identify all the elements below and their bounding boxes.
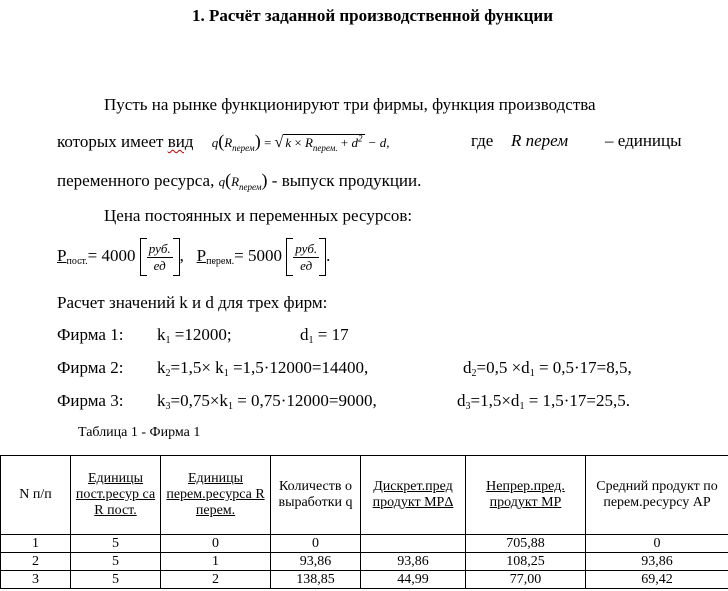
table-row: [1, 553, 728, 571]
header-cell: Единицы пост.ресур са R пост.: [71, 456, 161, 535]
para1-vid: вид: [167, 132, 194, 151]
header-cell: Непрер.пред. продукт MP: [466, 456, 586, 535]
unit-fraction-2: $\frac{\text{руб.}}{ед}$: [295, 240, 318, 273]
table-cell: 2: [1, 553, 71, 571]
bracket-left: [140, 238, 147, 276]
unit-fraction-1: $\frac{\text{руб.}}{ед}$: [148, 240, 171, 273]
firm1-k: k1 =12000;: [157, 325, 232, 346]
table-cell: 44,99: [361, 571, 466, 589]
table-cell: 93,86: [271, 553, 361, 571]
para2: Цена постоянных и переменных ресурсов:: [104, 206, 413, 225]
table-cell: 77,00: [466, 571, 586, 589]
table-cell: 5: [71, 535, 161, 553]
bracket-right: [173, 238, 180, 276]
firm1-table: [0, 455, 728, 589]
table-cell: 0: [161, 535, 271, 553]
para1-line2-r: R перем: [511, 131, 569, 150]
price-var-value: = 5000: [234, 245, 282, 265]
table-cell: 1: [161, 553, 271, 571]
formula-r: R: [224, 135, 233, 150]
header-cell: Количеств о выработки q: [271, 456, 361, 535]
table-cell: 69,42: [586, 571, 728, 589]
table-cell: 0: [271, 535, 361, 553]
formula-minus: − d,: [367, 135, 390, 150]
table-cell: [361, 535, 466, 553]
formula-q: q: [211, 135, 219, 150]
firm1-name: Фирма 1:: [57, 325, 124, 344]
para1-line2-a: которых имеет: [57, 132, 164, 151]
table-cell: 2: [161, 571, 271, 589]
price-var-letter: Рперем.: [196, 245, 235, 267]
para1-line1: Пусть на рынке функционируют три фирмы, функция производства: [104, 95, 596, 114]
sqrt-sign: √: [274, 134, 284, 151]
price-fixed-value: = 4000: [87, 245, 136, 265]
table-cell: 93,86: [586, 553, 728, 571]
table-cell: 0: [586, 535, 728, 553]
formula-eq: =: [263, 135, 272, 150]
table-cell: 93,86: [361, 553, 466, 571]
table-cell: 5: [71, 571, 161, 589]
table-caption: Таблица 1 - Фирма 1: [78, 425, 201, 440]
para1-line2-c: – единицы: [605, 131, 682, 150]
table-row: [1, 571, 728, 589]
page-heading: 1. Расчёт заданной производственной функции: [192, 6, 554, 25]
para1-line2: [57, 131, 390, 153]
table-cell: 5: [71, 553, 161, 571]
firm3-d: d3=1,5×d1 = 1,5·17=25,5.: [457, 391, 631, 412]
table-header-row: [1, 456, 728, 535]
table-cell: 3: [1, 571, 71, 589]
firm2-d: d2=0,5 ×d1 = 0,5·17=8,5,: [463, 358, 632, 379]
production-formula: $q(R_{перем})$ = √ $k \times R_{перем.} + d^2 - d$,: [211, 131, 390, 153]
header-cell: N п/п: [1, 456, 71, 535]
para1-line3-b: - выпуск продукции.: [271, 171, 422, 190]
sqrt-content: $k \times R_{перем.} + d^2$: [285, 133, 363, 153]
firm3-k: k3=0,75×k1 = 0,75·12000=9000,: [157, 391, 377, 412]
para1-line2-b: где: [471, 131, 494, 150]
bracket-left-2: [286, 238, 293, 276]
table-cell: 705,88: [466, 535, 586, 553]
table-cell: 138,85: [271, 571, 361, 589]
para1-line3: [57, 170, 421, 192]
table-cell: 108,25: [466, 553, 586, 571]
header-cell: Дискрет.пред продукт MPΔ: [361, 456, 466, 535]
para1-line3-a: переменного ресурса,: [57, 171, 215, 190]
header-cell: Единицы перем.ресурса R перем.: [161, 456, 271, 535]
firm1-d: d1 = 17: [300, 325, 349, 346]
prices-line: Рпост.= 4000 $\frac{\text{руб.}}{ед}$ , Рперем.= 5000 $\frac{\text{руб.}}{ед}$ .: [57, 238, 330, 276]
formula-sub: перем: [232, 143, 255, 153]
header-cell: Средний продукт по перем.ресурсу AP: [586, 456, 728, 535]
table-row: [1, 535, 728, 553]
price-fixed-letter: Рпост.: [57, 245, 88, 267]
firm2-name: Фирма 2:: [57, 358, 124, 377]
calc-title: Расчет значений k и d для трех фирм:: [57, 293, 328, 312]
firm3-name: Фирма 3:: [57, 391, 124, 410]
firm2-k: k2=1,5× k1 =1,5·12000=14400,: [157, 358, 369, 379]
output-formula: $q(R_{перем})$: [218, 170, 268, 192]
table-cell: 1: [1, 535, 71, 553]
